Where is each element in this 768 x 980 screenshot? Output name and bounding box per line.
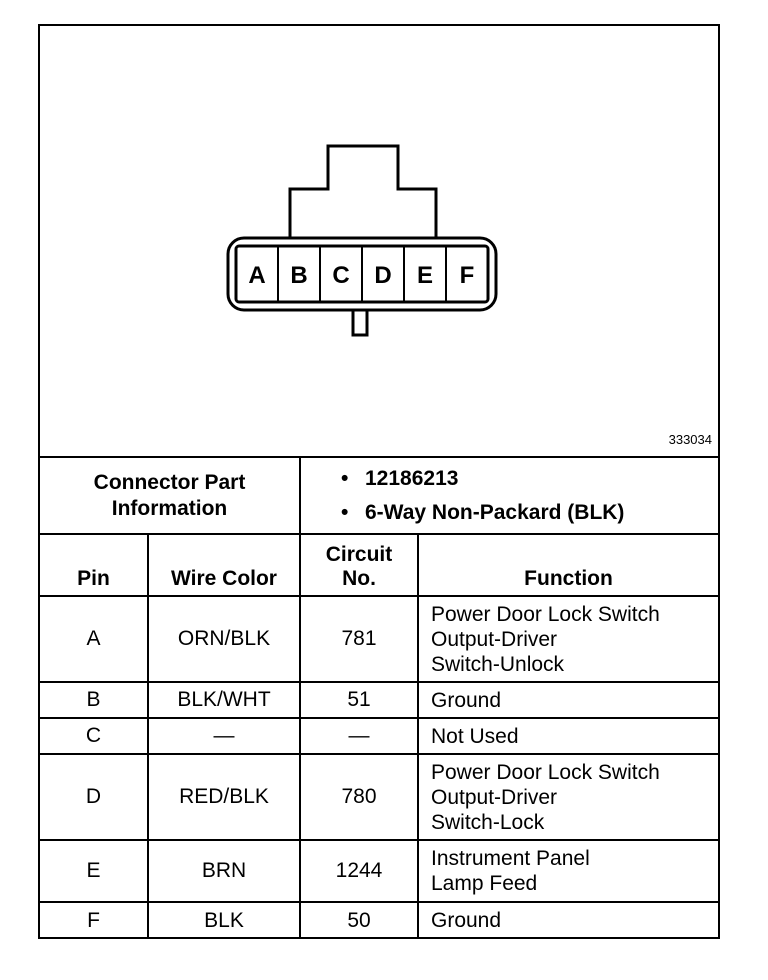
pin-label-c: C — [332, 262, 350, 289]
function-cell — [418, 754, 718, 840]
connector-diagram-panel — [40, 26, 718, 458]
function-line: Switch-Lock — [431, 810, 545, 834]
pin-row-b — [40, 682, 718, 718]
function-line: Ground — [431, 688, 502, 712]
column-header-row — [40, 534, 718, 596]
wire-color-cell: BLK — [148, 902, 300, 938]
part-info-values — [300, 458, 718, 534]
function-line: Power Door Lock Switch — [431, 602, 660, 626]
figure-number: 333034 — [668, 432, 712, 447]
pin-row-d — [40, 754, 718, 840]
pin-label-a: A — [248, 262, 266, 289]
pin-label-e: E — [416, 262, 434, 289]
header-circuit-line1: Circuit — [325, 543, 393, 566]
connector-bottom-key — [353, 309, 367, 335]
part-number-item: • 12186213 — [341, 466, 459, 490]
function-line: Instrument Panel — [431, 847, 590, 870]
pin-cell: A — [40, 596, 148, 682]
pin-cell: E — [40, 840, 148, 902]
circuit-number-cell: 51 — [300, 682, 418, 718]
connector-face-diagram — [40, 26, 718, 456]
connector-frame — [38, 24, 720, 939]
function-line: Not Used — [431, 724, 519, 748]
function-cell — [418, 840, 718, 902]
connector-info-table — [40, 458, 718, 938]
pin-label-f: F — [459, 262, 475, 289]
function-line: Lamp Feed — [431, 872, 538, 895]
pin-cell: F — [40, 902, 148, 938]
function-line: Power Door Lock Switch — [431, 760, 660, 784]
wire-color-cell: ORN/BLK — [148, 596, 300, 682]
circuit-number-cell: 781 — [300, 596, 418, 682]
pin-row-a — [40, 596, 718, 682]
wire-color-cell: BRN — [148, 840, 300, 902]
part-number-text: 12186213 — [365, 466, 459, 490]
part-info-row — [40, 458, 718, 534]
function-cell — [418, 682, 718, 718]
circuit-number-cell: — — [300, 718, 418, 754]
circuit-number-cell: 780 — [300, 754, 418, 840]
function-cell — [418, 718, 718, 754]
header-circuit-no — [300, 534, 418, 596]
part-info-label-line2: Information — [111, 496, 228, 520]
function-line: Switch-Unlock — [431, 652, 565, 676]
pin-label-b: B — [290, 262, 308, 289]
wire-color-cell: RED/BLK — [148, 754, 300, 840]
header-function: Function — [418, 534, 718, 596]
header-pin: Pin — [40, 534, 148, 596]
connector-type-item: • 6-Way Non-Packard (BLK) — [341, 500, 625, 524]
header-circuit-line2: No. — [342, 567, 376, 590]
pin-label-d: D — [374, 262, 392, 289]
pin-cell: D — [40, 754, 148, 840]
header-wire-color: Wire Color — [148, 534, 300, 596]
wire-color-cell: — — [148, 718, 300, 754]
function-line: Ground — [431, 909, 502, 932]
wire-color-cell: BLK/WHT — [148, 682, 300, 718]
function-line: Output-Driver — [431, 785, 558, 809]
function-cell — [418, 902, 718, 938]
pin-row-e — [40, 840, 718, 902]
function-cell — [418, 596, 718, 682]
pin-row-f — [40, 902, 718, 938]
circuit-number-cell: 1244 — [300, 840, 418, 902]
pin-cell: C — [40, 718, 148, 754]
part-info-label — [40, 458, 300, 534]
circuit-number-cell: 50 — [300, 902, 418, 938]
pin-row-c — [40, 718, 718, 754]
connector-housing-outline — [290, 146, 436, 238]
connector-type-text: 6-Way Non-Packard (BLK) — [365, 500, 625, 524]
pin-cell: B — [40, 682, 148, 718]
function-line: Output-Driver — [431, 627, 558, 651]
part-info-label-line1: Connector Part — [93, 470, 246, 494]
